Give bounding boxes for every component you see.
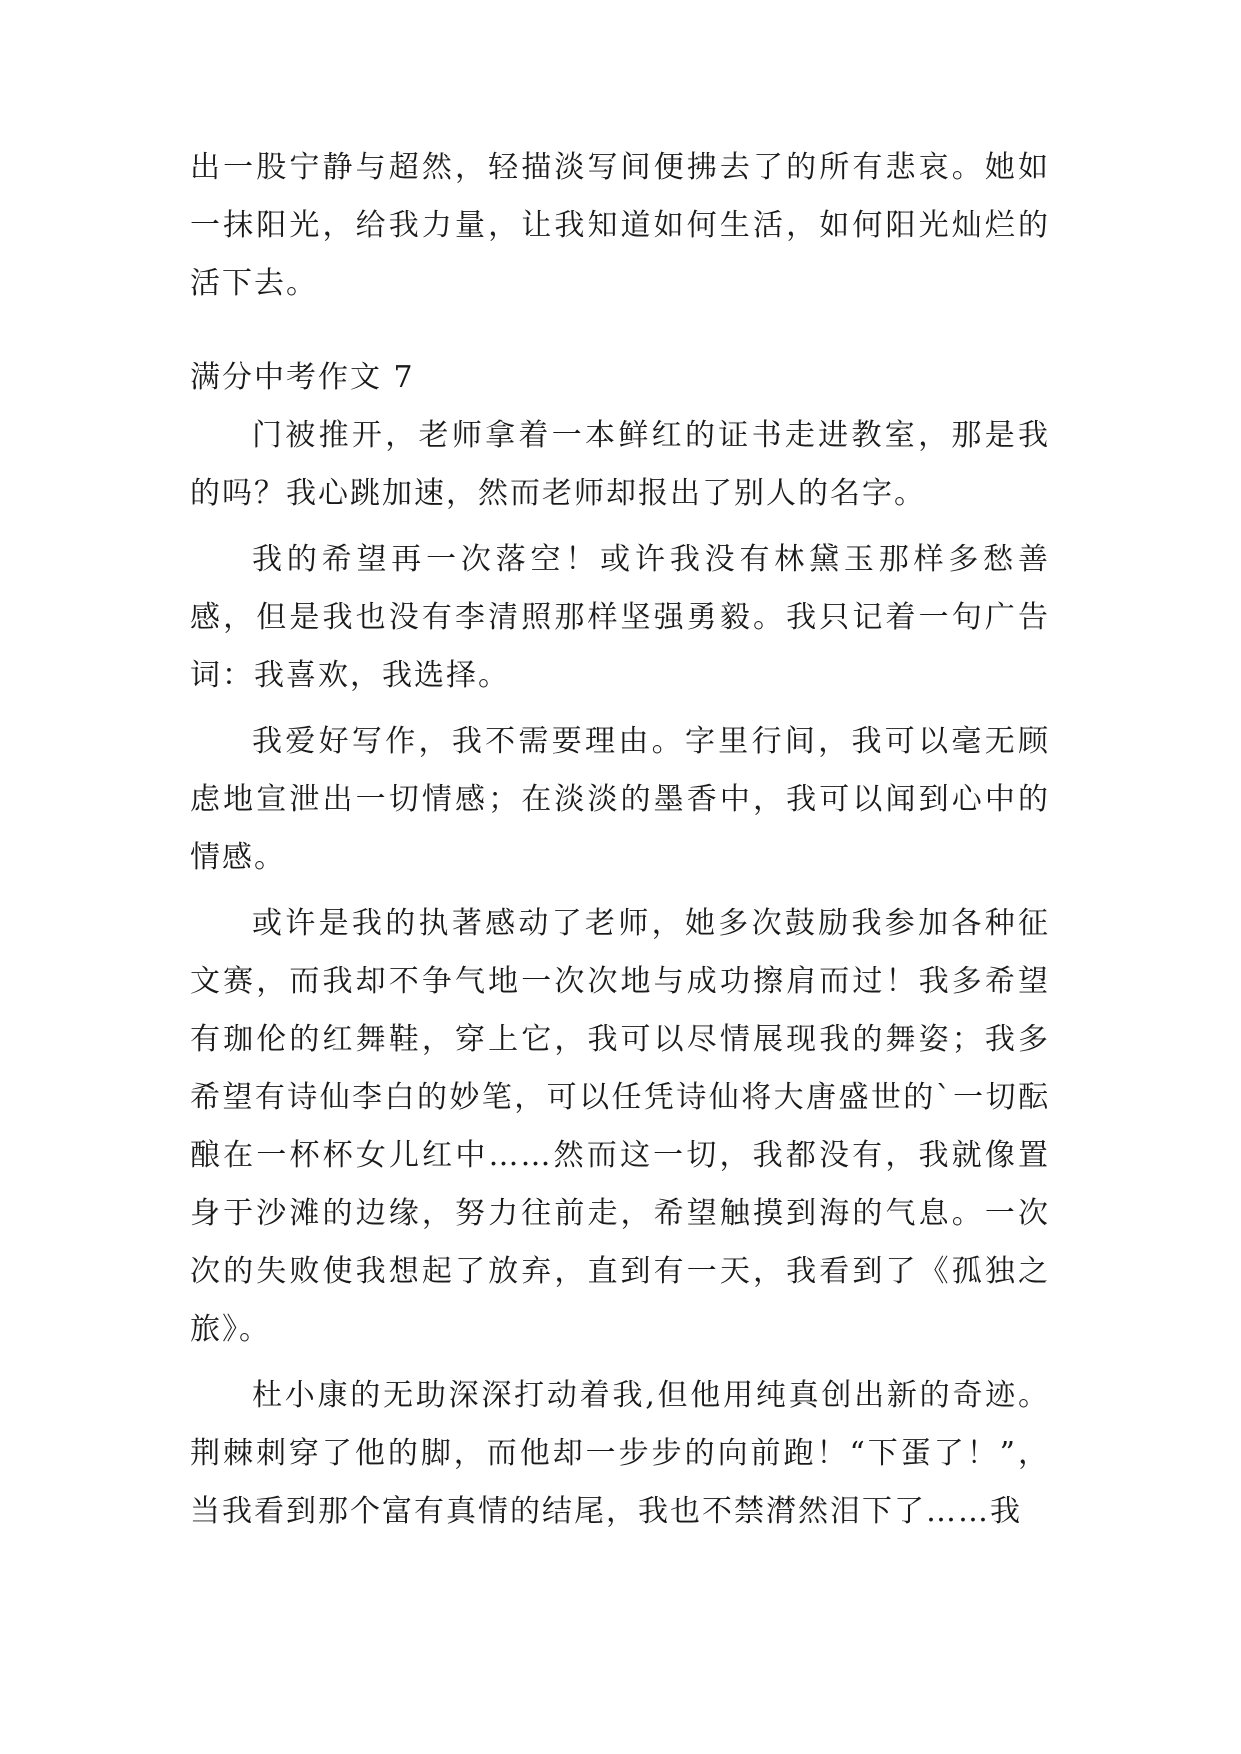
body-paragraph: 门被推开，老师拿着一本鲜红的证书走进教室，那是我的吗？我心跳加速，然而老师却报出了别人的名字。 xyxy=(190,418,1050,511)
top-paragraph: 出一股宁静与超然，轻描淡写间便拂去了的所有悲哀。她如一抹阳光，给我力量，让我知道如何生活，如何阳光灿烂的活下去。 xyxy=(190,150,1050,301)
top-text-block xyxy=(190,139,1050,313)
body-paragraph: 我的希望再一次落空！或许我没有林黛玉那样多愁善感，但是我也没有李清照那样坚强勇毅。我只记着一句广告词：我喜欢，我选择。 xyxy=(190,542,1050,693)
body-paragraph: 我爱好写作，我不需要理由。字里行间，我可以毫无顾虑地宣泄出一切情感；在淡淡的墨香中，我可以闻到心中的情感。 xyxy=(190,724,1050,875)
section-title: 满分中考作文 7 xyxy=(190,360,415,395)
body-paragraph: 或许是我的执著感动了老师，她多次鼓励我参加各种征文赛，而我却不争气地一次次地与成功擦肩而过！我多希望有珈伦的红舞鞋，穿上它，我可以尽情展现我的舞姿；我多希望有诗仙李白的妙笔，可以任凭诗仙将大唐盛世的`一切酝酿在一杯杯女儿红中……然而这一切，我都没有，我就像置身于沙滩的边缘，努力往前走，希望触摸到海的气息。一次次的失败使我想起了放弃，直到有一天，我看到了《孤独之旅》。 xyxy=(190,906,1050,1347)
essay-text-block xyxy=(190,349,1050,1541)
body-paragraph: 杜小康的无助深深打动着我,但他用纯真创出新的奇迹。荆棘刺穿了他的脚，而他却一步步的向前跑！“下蛋了！”，当我看到那个富有真情的结尾，我也不禁潸然泪下了……我 xyxy=(190,1378,1050,1529)
